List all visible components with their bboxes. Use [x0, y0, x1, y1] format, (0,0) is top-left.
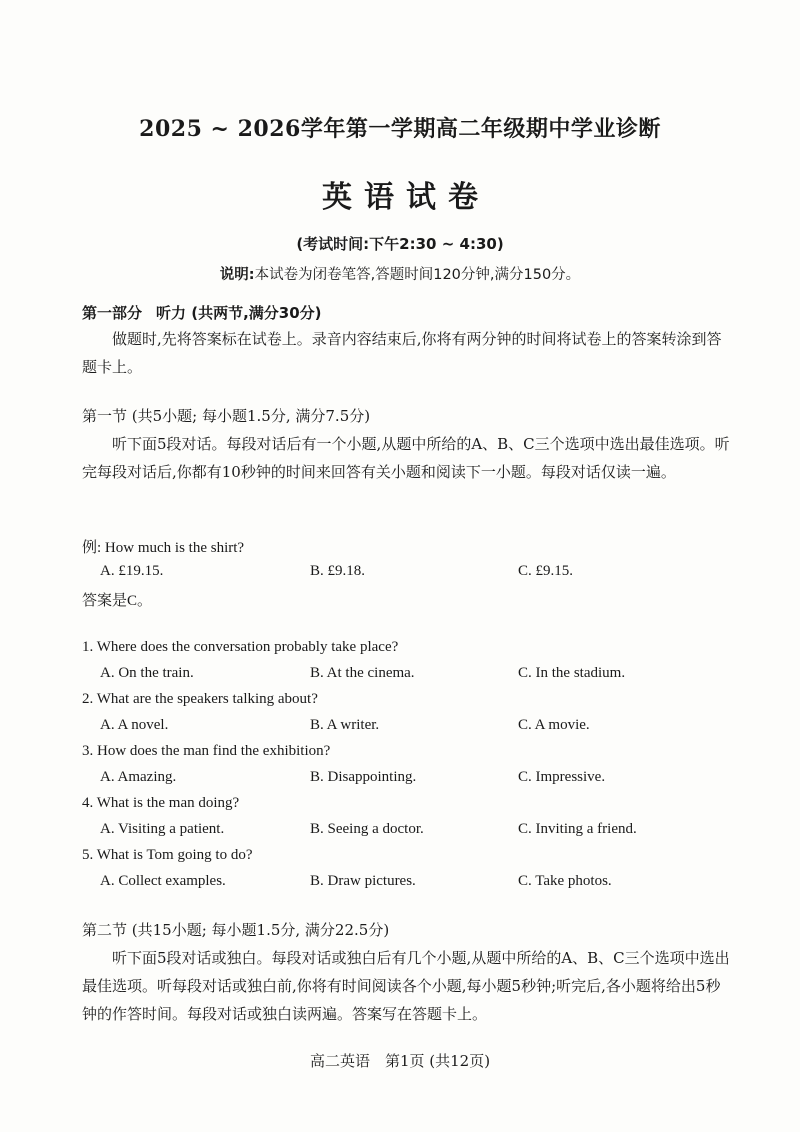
example-answer: 答案是C。 [82, 593, 153, 609]
question-3: 3. How does the man find the exhibition? [82, 743, 331, 759]
question-1-option-b: B. At the cinema. [310, 665, 415, 681]
section2-block [82, 916, 732, 1028]
exam-title: 2025 ~ 2026学年第一学期高二年级期中学业诊断 [139, 116, 661, 142]
question-2-option-a: A. A novel. [100, 717, 169, 733]
question-5: 5. What is Tom going to do? [82, 847, 253, 863]
question-3-option-a: A. Amazing. [100, 769, 177, 785]
exam-note [0, 263, 800, 284]
question-1-option-c: C. In the stadium. [518, 665, 626, 681]
part1-instruction: 做题时,先将答案标在试卷上。录音内容结束后,你将有两分钟的时间将试卷上的答案转涂到答题卡上。 [82, 330, 722, 376]
question-2: 2. What are the speakers talking about? [82, 691, 318, 707]
part1-name: 听力 (共两节,满分30分) [156, 304, 322, 322]
section1-block [82, 402, 732, 486]
section1-instruction: 听下面5段对话。每段对话后有一个小题,从题中所给的A、B、C三个选项中选出最佳选项。听完每段对话后,你都有10秒钟的时间来回答有关小题和阅读下一小题。每段对话仅读一遍。 [82, 435, 730, 481]
question-3-option-c: C. Impressive. [518, 769, 606, 785]
page-footer: 高二英语 第1页 (共12页) [309, 1052, 491, 1070]
section2-heading: 第二节 (共15小题; 每小题1.5分, 满分22.5分) [82, 921, 390, 939]
exam-time: (考试时间:下午2:30 ~ 4:30) [296, 235, 504, 253]
example-option-b: B. £9.18. [310, 563, 366, 579]
question-1-option-a: A. On the train. [100, 665, 194, 681]
part1-heading [82, 302, 322, 323]
part1-title: 第一部分 [82, 304, 143, 322]
question-1: 1. Where does the conversation probably take place? [82, 639, 399, 655]
section1-heading: 第一节 (共5小题; 每小题1.5分, 满分7.5分) [82, 407, 371, 425]
question-4-option-a: A. Visiting a patient. [100, 821, 225, 837]
question-5-option-b: B. Draw pictures. [310, 873, 416, 889]
example-option-c: C. £9.15. [518, 563, 574, 579]
question-5-option-c: C. Take photos. [518, 873, 612, 889]
subject-title: 英语试卷 [322, 180, 490, 215]
section2-instruction: 听下面5段对话或独白。每段对话或独白后有几个小题,从题中所给的A、B、C三个选项中选出最佳选项。听每段对话或独白前,你将有时间阅读各个小题,每小题5秒钟;听完后,各小题将给出5秒钟的作答时间。每段对话或独白读两遍。答案写在答题卡上。 [82, 949, 730, 1023]
note-label: 说明: [219, 267, 255, 283]
example-option-a: A. £19.15. [100, 563, 164, 579]
question-2-option-c: C. A movie. [518, 717, 590, 733]
question-3-option-b: B. Disappointing. [310, 769, 417, 785]
question-5-option-a: A. Collect examples. [100, 873, 226, 889]
note-text: 本试卷为闭卷笔答,答题时间120分钟,满分150分。 [254, 267, 581, 283]
part1-instruction-block [82, 325, 732, 381]
question-2-option-b: B. A writer. [310, 717, 380, 733]
question-4-option-b: B. Seeing a doctor. [310, 821, 424, 837]
example-question: 例: How much is the shirt? [82, 540, 245, 556]
question-4: 4. What is the man doing? [82, 795, 240, 811]
question-4-option-c: C. Inviting a friend. [518, 821, 637, 837]
